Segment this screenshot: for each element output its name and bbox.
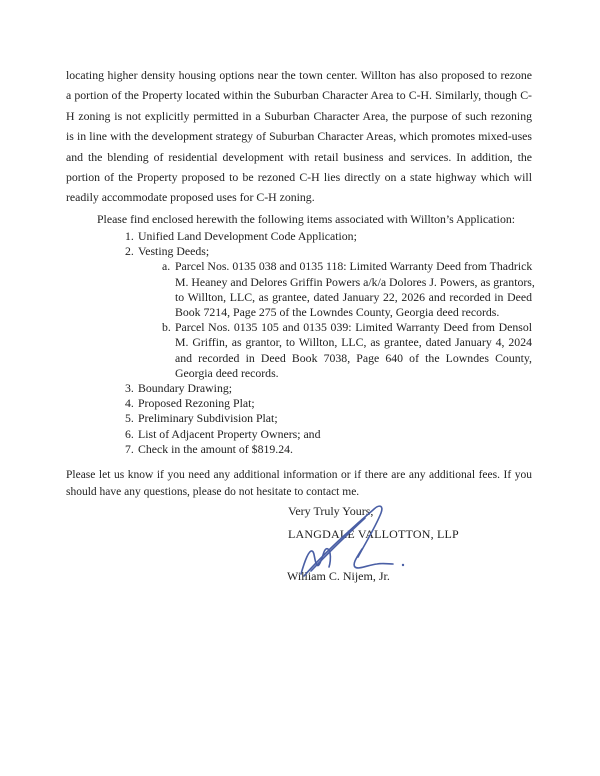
list-item-text: Check in the amount of $819.24.: [138, 441, 293, 456]
list-item-text: List of Adjacent Property Owners; and: [138, 426, 321, 441]
sub-item-line: and recorded in Deed Book 7038, Page 640 of the Lowndes County,: [175, 350, 532, 365]
list-item-number: 3.: [125, 381, 134, 396]
list-item: [125, 411, 532, 426]
body-paragraph: [66, 65, 532, 208]
enclosures-list: [125, 229, 535, 457]
signature-tail-stroke: [354, 549, 393, 568]
list-item: [125, 244, 532, 259]
sub-item-line: Georgia deed records.: [175, 365, 279, 380]
list-item: [125, 381, 532, 396]
sub-item-line: M. Griffin, as grantor, to Willton, LLC, as grantee, dated January 4, 2024: [175, 335, 532, 350]
list-item: [125, 229, 532, 244]
sub-item-line: Parcel Nos. 0135 038 and 0135 118: Limited Warranty Deed from Thadrick: [175, 259, 533, 274]
closing-line: should have any questions, please do not hesitate to contact me.: [66, 485, 360, 498]
sub-item-line: to Willton, LLC, as grantee, dated January 22, 2026 and recorded in Deed: [175, 289, 532, 304]
sub-item-line: M. Heaney and Delores Griffin Powers a/k/a Dolores J. Powers, as grantors,: [175, 274, 535, 289]
list-item: [125, 396, 532, 411]
paragraph-line: portion of the Property proposed to be rezoned C-H lies directly on a state highway which will: [66, 170, 532, 185]
paragraph-line: H zoning is not explicitly permitted in a Suburban Character Area, the purpose of such rezoning: [66, 108, 532, 123]
sub-item-line: Parcel Nos. 0135 105 and 0135 039: Limited Warranty Deed from Densol: [175, 320, 532, 335]
list-item-number: 2.: [125, 244, 134, 259]
list-item: [125, 442, 532, 457]
sub-item-letter: b.: [162, 320, 171, 335]
paragraph-line: locating higher density housing options near the town center. Willton has also proposed to rezone: [66, 68, 532, 82]
paragraph-line: a portion of the Property located within the Suburban Character Area to C-H. Similarly, though C-: [66, 88, 532, 103]
sub-item-line: Book 7214, Page 275 of the Lowndes County, Georgia deed records.: [175, 305, 500, 320]
list-item: [125, 427, 532, 442]
signature-upstroke: [311, 518, 365, 571]
paragraph-line: is in line with the development strategy of Suburban Character Areas, which promotes mixed-uses: [66, 129, 532, 144]
signature-period-dot: [402, 564, 404, 566]
paragraph-line: and the blending of residential development with retail business and services. In addition, the: [66, 149, 532, 164]
list-item-text: Boundary Drawing;: [138, 381, 233, 396]
list-item-number: 6.: [125, 426, 134, 441]
firm-name: LANGDALE VALLOTTON, LLP: [288, 527, 459, 541]
signer-name: William C. Nijem, Jr.: [287, 569, 390, 583]
sub-item-letter: a.: [162, 259, 171, 274]
list-item-text: Proposed Rezoning Plat;: [138, 396, 255, 411]
list-item-number: 1.: [125, 229, 134, 243]
enclosures-intro: [66, 209, 563, 229]
sub-item-text: [175, 259, 535, 320]
enclosures-intro-text: Please find enclosed herewith the following items associated with Willton’s Application:: [97, 212, 516, 226]
sub-item: [162, 259, 535, 320]
sub-item: [162, 320, 532, 381]
sub-item-text: [175, 320, 532, 381]
valediction: Very Truly Yours,: [288, 504, 374, 518]
list-item-text: Preliminary Subdivision Plat;: [138, 411, 278, 426]
list-item-number: 5.: [125, 411, 134, 426]
paragraph-line: readily accommodate proposed uses for C-H zoning.: [66, 190, 315, 205]
list-item-number: 4.: [125, 396, 134, 411]
list-item-text: Vesting Deeds;: [138, 244, 210, 259]
list-item-number: 7.: [125, 441, 134, 456]
closing-paragraph: [66, 467, 532, 501]
closing-line: Please let us know if you need any additional information or if there are any additional fees. If you: [66, 469, 532, 481]
list-item-text: Unified Land Development Code Application;: [138, 229, 357, 243]
